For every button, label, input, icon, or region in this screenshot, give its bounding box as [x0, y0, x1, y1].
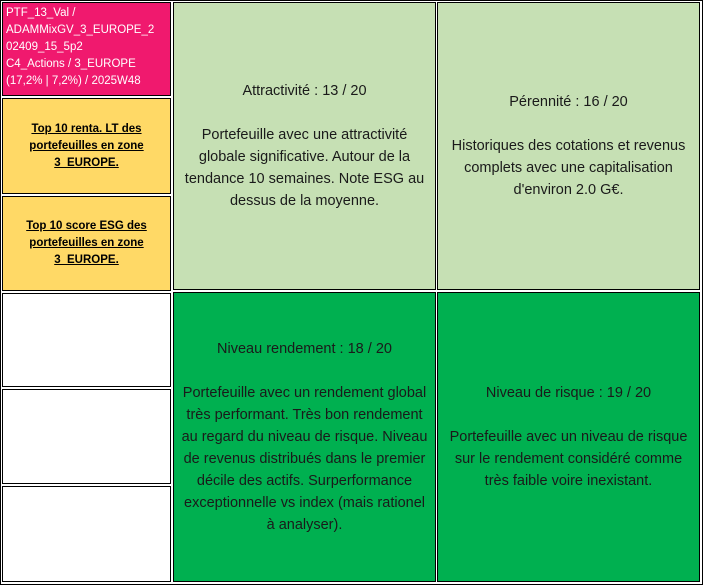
- portfolio-header-line: (17,2% | 7,2%) / 2025W48: [6, 75, 141, 87]
- empty-cell: [2, 486, 171, 582]
- rendement-panel: [173, 292, 436, 582]
- attractivite-title: Attractivité : 13 / 20: [242, 83, 367, 99]
- rendement-title: Niveau rendement : 18 / 20: [217, 341, 392, 357]
- risque-title: Niveau de risque : 19 / 20: [485, 385, 652, 401]
- top10-esg-link[interactable]: Top 10 score ESG des portefeuilles en zone 3_EUROPE.: [2, 196, 171, 291]
- perennite-panel: [437, 2, 700, 290]
- rendement-text: Portefeuille avec un rendement global très performant. Très bon rendement au regard du niveau de risque. Niveau de revenus distribués dans le premier décile des actifs. Surperformance exceptionnelle vs index (mais rationel à analyser).: [181, 385, 428, 533]
- risque-text: Portefeuille avec un niveau de risque sur le rendement considéré comme très faible voire inexistant.: [449, 429, 688, 489]
- attractivite-panel: [173, 2, 436, 290]
- portfolio-header-line: C4_Actions / 3_EUROPE: [6, 58, 136, 70]
- top10-renta-link[interactable]: Top 10 renta. LT des portefeuilles en zone 3_EUROPE.: [2, 98, 171, 194]
- risque-panel: [437, 292, 700, 582]
- attractivite-text: Portefeuille avec une attractivité globale significative. Autour de la tendance 10 semaines. Note ESG au dessus de la moyenne.: [184, 127, 425, 209]
- empty-cell: [2, 389, 171, 484]
- perennite-text: Historiques des cotations et revenus complets avec une capitalisation d'environ 2.0 G€.: [451, 138, 686, 198]
- portfolio-header-line: 02409_15_5p2: [6, 41, 83, 53]
- perennite-title: Pérennité : 16 / 20: [509, 94, 628, 110]
- portfolio-header-cell: [2, 2, 171, 96]
- portfolio-header-line: PTF_13_Val /: [6, 7, 76, 19]
- empty-cell: [2, 293, 171, 387]
- portfolio-header-line: ADAMMixGV_3_EUROPE_2: [6, 24, 155, 36]
